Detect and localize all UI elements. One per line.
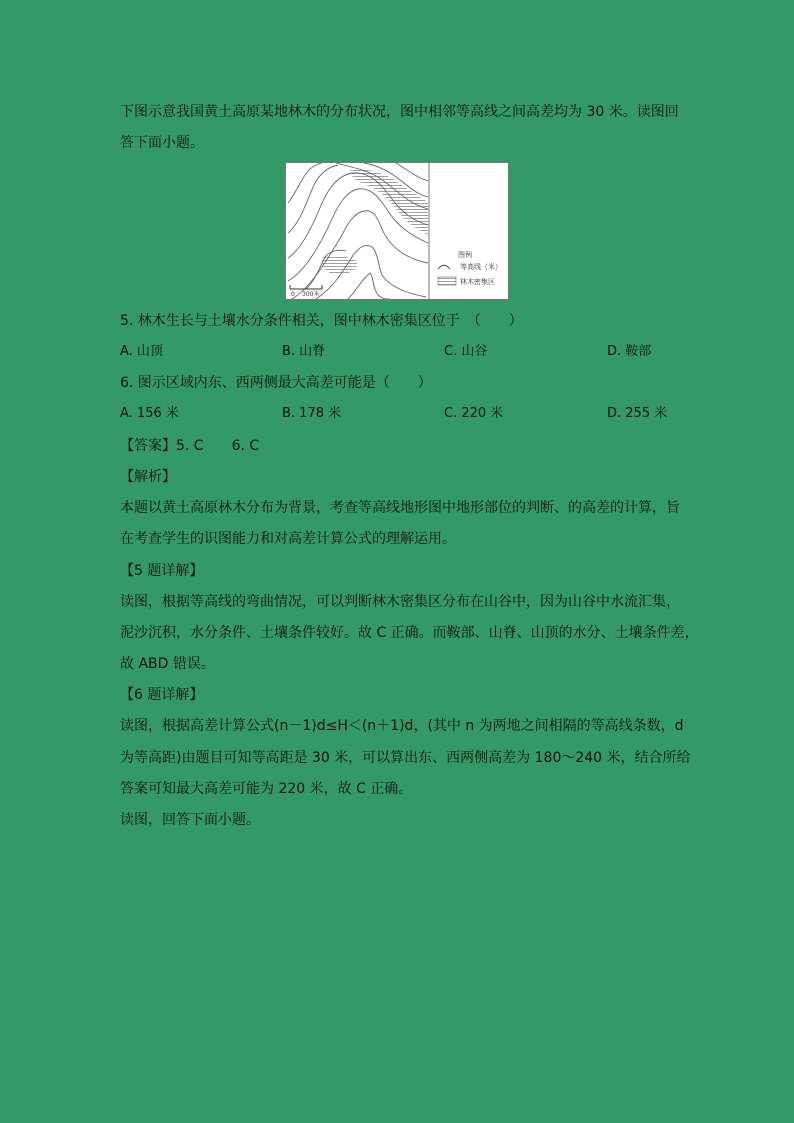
contour-lines [288, 163, 428, 299]
q6-option-b[interactable]: B. 178 米 [282, 406, 342, 421]
q5-option-b[interactable]: B. 山脊 [282, 344, 326, 359]
q5-detail-line-1: 读图，根据等高线的弯曲情况，可以判断林木密集区分布在山谷中，因为山谷中水流汇集， [120, 594, 680, 610]
scale-end-label: 300米 [302, 291, 320, 298]
legend-title: 图例 [458, 251, 472, 259]
analysis-line-2: 在考查学生的识图能力和对高差计算公式的理解运用。 [120, 531, 456, 547]
q6-option-a[interactable]: A. 156 米 [120, 406, 179, 421]
q5-detail-heading: 【5 题详解】 [120, 563, 204, 579]
intro-line-1: 下图示意我国黄土高原某地林木的分布状况，图中相邻等高线之间高差均为 30 米。读图回 [120, 104, 679, 120]
q5-detail-line-2: 泥沙沉积，水分条件、土壤条件较好。故 C 正确。而鞍部、山脊、山顶的水分、土壤条件差， [120, 625, 699, 641]
q5-detail-line-3: 故 ABD 错误。 [120, 656, 215, 672]
contour-map-figure [285, 162, 509, 300]
q6-detail-line-1: 读图，根据高差计算公式(n－1)d≤H＜(n＋1)d，(其中 n 为两地之间相隔的等高线条数，d [120, 718, 684, 734]
q6-detail-heading: 【6 题详解】 [120, 687, 204, 703]
q5-stem: 5. 林木生长与土壤水分条件相关，图中林木密集区位于 （ ） [120, 313, 523, 329]
q6-options [120, 404, 680, 424]
intro-line-2: 答下面小题。 [120, 135, 204, 151]
legend-forest-icon [438, 277, 456, 285]
q5-option-d[interactable]: D. 鞍部 [607, 344, 652, 359]
forest-zone-east [348, 169, 428, 235]
q5-option-c[interactable]: C. 山谷 [444, 344, 488, 359]
next-instruction: 读图，回答下面小题。 [120, 812, 260, 828]
answer-line: 【答案】5. C 6. C [120, 438, 260, 454]
map-legend [438, 250, 502, 286]
q6-detail-line-3: 答案可知最大高差可能为 220 米，故 C 正确。 [120, 781, 413, 797]
q6-stem: 6. 图示区域内东、西两侧最大高差可能是（ ） [120, 375, 432, 391]
legend-contour-icon [438, 265, 450, 269]
q5-option-a[interactable]: A. 山顶 [120, 344, 163, 359]
q6-detail-line-2: 为等高距)由题目可知等高距是 30 米，可以算出东、西两侧高差为 180～240 米，结合所给 [120, 750, 691, 766]
q5-options [120, 342, 680, 362]
legend-contour-label: 等高线（米） [460, 263, 502, 271]
legend-forest-label: 林木密集区 [460, 278, 495, 286]
q6-option-c[interactable]: C. 220 米 [444, 406, 504, 421]
contour-map-svg [286, 163, 508, 299]
q6-option-d[interactable]: D. 255 米 [607, 406, 668, 421]
scale-start-label: 0 [291, 291, 295, 298]
analysis-line-1: 本题以黄土高原林木分布为背景，考查等高线地形图中地形部位的判断、的高差的计算，旨 [120, 500, 680, 516]
analysis-heading: 【解析】 [120, 469, 176, 485]
